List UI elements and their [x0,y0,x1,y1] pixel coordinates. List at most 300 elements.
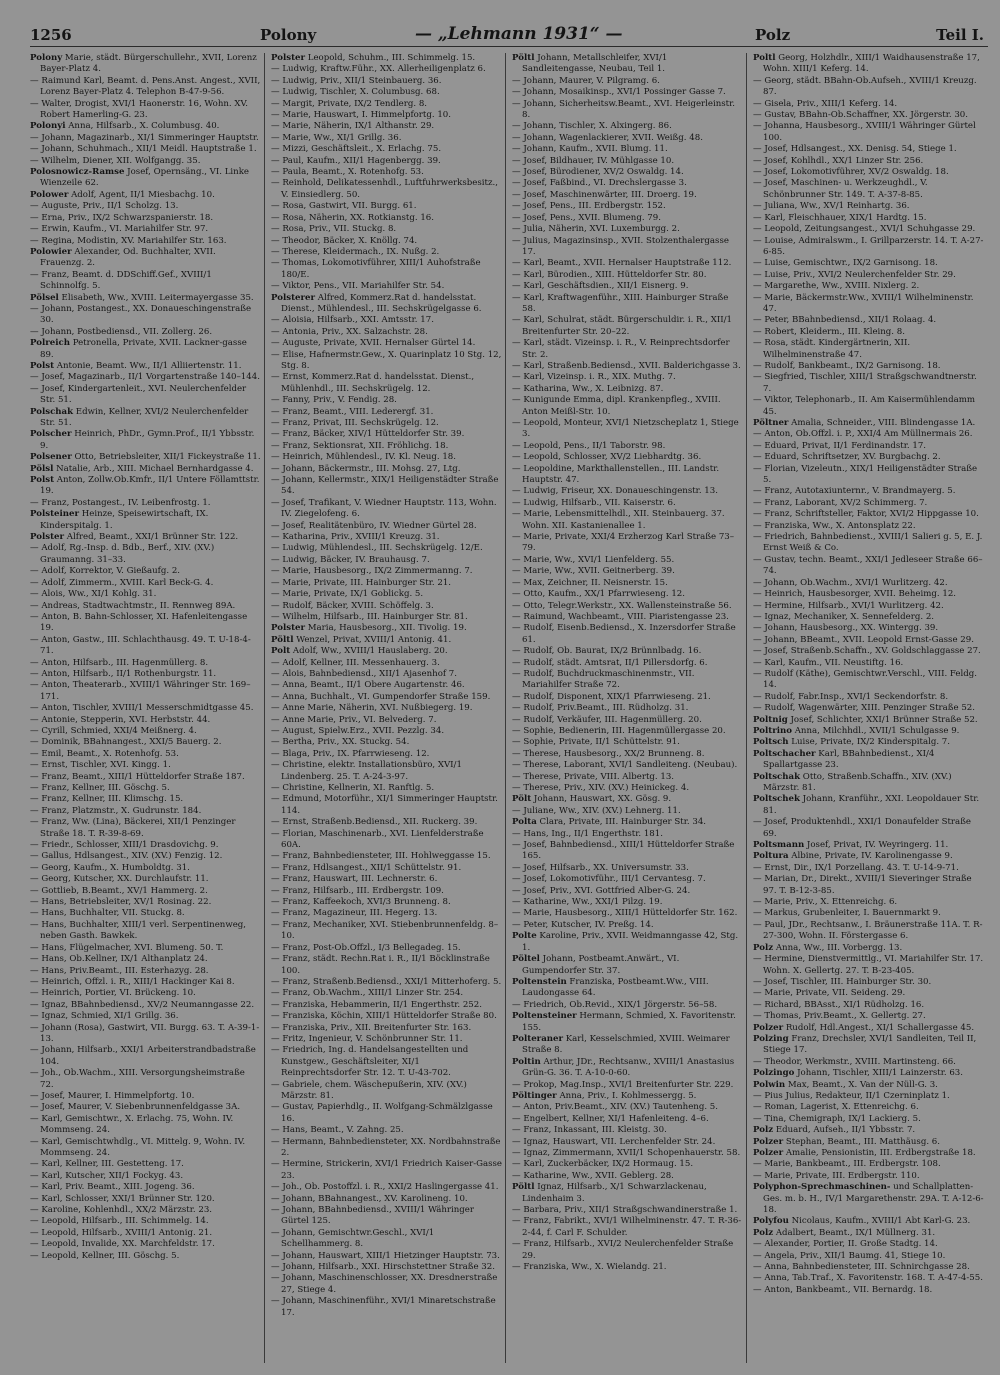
directory-entry: — Karoline, Kohlenhdl., XX/2 Märzstr. 23. [30,1205,213,1216]
directory-columns [30,53,988,1363]
directory-entry: Polte Karoline, Priv., XVII. Weidmanngasse 42, Stg. 1. [512,931,739,953]
directory-entry: — Franziska, Priv., XII. Breitenfurter Str. 163. [271,1022,472,1033]
directory-entry: — Josef, Hdlsangest., XX. Denisg. 54, Stiege 1. [753,144,957,155]
directory-entry: — Franz, Kellner, III. Klimschg. 15. [30,794,184,805]
directory-entry: — Johann, Maschinenführ., XVI/1 Minaretschstraße 17. [271,1296,496,1318]
directory-entry: Poltschek Johann, Kranführ., XXI. Leopoldauer Str. 81. [753,794,980,816]
directory-entry: Poltrino Anna, Milchhdl., XVII/1 Schulgasse 9. [753,725,960,736]
directory-entry: Pölsl Natalie, Arb., XIII. Michael Bernhardgasse 4. [30,463,254,474]
directory-entry: Polst Anton, Zollw.Ob.Kmfr., II/1 Untere Föllamttstr. 19. [30,475,260,497]
directory-entry: — Johann, BBahnbediensd., XVIII/1 Währinger Gürtel 125. [271,1205,474,1227]
directory-entry: — Luise, Priv., XVI/2 Neulerchenfelder Str. 29. [753,269,956,280]
directory-entry: — Josef, Straßenb.Schaffn., XV. Goldschlaggasse 27. [753,646,981,657]
directory-entry: — Johann, Gemischtwr.Geschl., XVI/1 Schellhammerg. 8. [271,1227,435,1250]
directory-entry: — Franz, Beamt. d. DDSchiff.Gef., XVIII/1 Schinnolfg. 5. [30,269,212,292]
directory-entry: — Rudolf, Buchdruckmaschinenmstr., VII. Mariahilfer Straße 72. [512,668,695,691]
directory-entry: — Josef, Pens., XVII. Blumeng. 79. [512,212,661,223]
directory-entry: — Hans, Buchhalter, XIII/1 verl. Serpentinenweg, neben Gasth. Bawkek. [30,919,247,942]
directory-entry: — Gisela, Priv., XIII/1 Keferg. 14. [753,98,898,109]
directory-entry: — Florian, Maschinenarb., XVI. Lienfelderstraße 60A. [271,828,484,851]
directory-entry: — Franziska, Ww., X. Antonsplatz 22. [753,520,916,531]
directory-entry: — Auguste, Priv., II/1 Scholzg. 13. [30,201,179,212]
directory-entry: — Markus, Grubenleiter, I. Bauernmarkt 9. [753,908,941,919]
directory-entry: — Leopold, Schlosser, XV/2 Liebhardtg. 36. [512,452,702,463]
directory-entry: — Ignaz, Zimmermann, XVII/1 Schopenhauerstr. 58. [512,1148,741,1158]
directory-entry: — Marie, Hausbesorg., XIII/1 Hütteldorfer Str. 162. [512,908,738,919]
directory-entry: — Ernst, Tischler, XVI. Kingg. 1. [30,760,171,771]
directory-entry: — Johann, Maschinenschlosser, XX. Dresdnerstraße 27, Stiege 4. [271,1273,498,1295]
directory-entry: — Adolf, Korrektor, V. Gießaufg. 2. [30,566,181,577]
directory-entry: — Florian, Vizeleutn., XIX/1 Heiligenstädter Straße 5. [753,463,978,486]
directory-entry: Polower Adolf, Agent, II/1 Miesbachg. 10. [30,189,215,200]
directory-entry: — Ludwig, Friseur, XX. Donaueschingenstr. 13. [512,486,718,497]
directory-entry: — Ernst, Straßenb.Bediensd., XII. Ruckerg. 39. [271,817,478,828]
directory-entry: — Wilhelm, Diener, XII. Wolfgangg. 35. [30,155,201,166]
directory-entry: — Franziska, Köchin, XIII/1 Hütteldorfer Straße 80. [271,1011,497,1022]
directory-entry: Polz Adalbert, Beamt., IX/1 Müllnerg. 31. [753,1227,936,1238]
directory-entry: — Hans, Ob.Kellner, IX/1 Althanplatz 24. [30,954,208,965]
directory-entry: — Franz, Laborant, XV/2 Schimmerg. 7. [753,497,928,508]
directory-entry: — Franz, Mechaniker, XVI. Stiebenbrunnenfeldg. 8–10. [271,919,499,942]
directory-entry: — Katharina, Ww., X. Leibnizg. 87. [512,383,664,394]
directory-entry: — Walter, Drogist, XVI/1 Haonerstr. 16, Wohn. XV. Robert Hamerling-G. 23. [30,98,248,121]
directory-entry: — Franz, Straßenb.Bediensd., XXI/1 Mitterhoferg. 5. [271,976,502,987]
directory-entry: — Gustav, techn. Beamt., XXI/1 Jedleseer Straße 66–74. [753,554,983,577]
directory-entry: — Friedrich, Ob.Revid., XIX/1 Jörgerstr. 56–58. [512,999,718,1010]
directory-entry: — Johann, Postbediensd., VII. Zollerg. 26. [30,326,213,337]
column-1 [30,53,265,1363]
directory-entry: — Karl, Gemischtwr., X. Erlachg. 75, Wohn. IV. Mommseng. 24. [30,1113,234,1136]
directory-entry: — Josef, Kindergartenleit., XVI. Neulerchenfelder Str. 51. [30,383,247,406]
directory-entry: — Gottlieb, B.Beamt., XV/1 Hammerg. 2. [30,885,208,896]
directory-entry: Polschak Edwin, Kellner, XVI/2 Neulerchenfelder Str. 51. [30,406,249,428]
header-title: — „Lehmann 1931“ — [415,24,623,44]
directory-entry: Polz Anna, Ww., III. Vorbergg. 13. [753,942,903,953]
directory-entry: — Gabriele, chem. Wäschepußerin, XIV. (XV.) Märzstr. 81. [271,1079,467,1101]
directory-entry: — Raimund, Wachbeamt., VIII. Piaristengasse 23. [512,611,729,622]
directory-entry: — Johann, Hilfsarb., XXI/1 Arbeiterstrandbadstraße 104. [30,1045,256,1067]
directory-entry: — Blaga, Priv., IX. Pfarrwieseng. 12. [271,748,430,759]
directory-entry: — Johann, BBeamt., XVII. Leopold Ernst-Gasse 29. [753,634,974,645]
directory-entry: Poltsch Luise, Private, IX/2 Kinderspitalg. 7. [753,737,950,748]
directory-entry: Polta Clara, Private, III. Hainburger Str. 34. [512,817,707,828]
directory-entry: Poltnig Josef, Schlichter, XXI/1 Brünner Straße 52. [753,714,978,725]
directory-entry: — Anton, Bankbeamt., VII. Bernardg. 18. [753,1284,933,1295]
directory-entry: — Adolf, Zimmerm., XVIII. Karl Beck-G. 4. [30,577,214,588]
directory-entry: — Karl, Geschäftsdien., XII/1 Eisnerg. 9. [512,281,689,292]
directory-entry: — Wilhelm, Hilfsarb., III. Hainburger Str. 81. [271,611,468,622]
directory-entry: — Tina, Chemigraph, IX/1 Lackierg. 5. [753,1113,921,1124]
directory-entry: — Viktor, Pens., VII. Mariahilfer Str. 54. [271,281,445,292]
directory-entry: Polony Marie, städt. Bürgerschullehr., XVII, Lorenz Bayer-Platz 4. [30,53,257,75]
directory-entry: — Hermann, Bahnbediensteter, XX. Nordbahnstraße 2. [271,1136,501,1158]
directory-entry: — Edmund, Motorführ., XI/1 Simmeringer Hauptstr. 114. [271,794,498,816]
directory-entry: — Viktor, Telephonarb., II. Am Kaisermühlendamm 45. [753,395,975,417]
directory-entry: — Ernst, Kommerz.Rat d. handelsstat. Dienst., Mühlenhdl., III. Sechskrügelg. 12. [271,372,475,394]
directory-entry: — Therese, Kleidermach., IX. Nußg. 2. [271,246,440,257]
directory-entry: — Theodor, Werkmstr., XVIII. Martinsteng. 66. [753,1056,956,1067]
directory-entry: — Johann, Hilfsarb., XXI. Hirschstettner Straße 32. [271,1262,495,1273]
column-4 [753,53,988,1363]
directory-entry: — Rudolf, Bankbeamt., IX/2 Garnisong. 18. [753,360,941,371]
directory-entry: Polscher Heinrich, PhDr., Gymn.Prof., II/1 Ybbsstr. 9. [30,429,255,451]
directory-entry: Poltschacher Karl, BBahnbedienst., XI/4 Spallartgasse 23. [753,748,935,771]
directory-entry: — Josef, Bildhauer, IV. Mühlgasse 10. [512,155,675,166]
directory-entry: — Julia, Näherin, XVI. Luxemburgg. 2. [512,224,680,235]
directory-entry: — August, Spielw.Erz., XVII. Pezzlg. 34. [271,725,445,736]
directory-entry: Poltura Albine, Private, IV. Karolinengasse 9. [753,851,953,862]
directory-entry: — Johann, Maurer, V. Pilgramg. 6. [512,75,660,86]
directory-entry: — Franz, Fabrikt., XVI/1 Wilhelminenstr. 47. T. R-36-2-44, f. Carl F. Schulder. [512,1216,742,1238]
directory-entry: Poltschak Otto, Straßenb.Schaffn., XIV. (XV.) Märzstr. 81. [753,771,952,793]
directory-entry: — Anne Marie, Näherin, XVI. Nußbiegerg. 19. [271,703,473,714]
directory-entry: — Marie, Priv., X. Ettenreichg. 6. [753,897,898,908]
directory-entry: — Georg, Kutscher, XX. Durchlaufstr. 11. [30,874,209,885]
directory-entry: — Franz, städt. Rechn.Rat i. R., II/1 Böcklinstraße 100. [271,954,490,976]
directory-entry: Pöltl Johann, Metallschleifer, XVI/1 Sandleitengasse, Neubau, Teil 1. [512,53,668,75]
directory-entry: — Johann, Bäckermstr., III. Mohsg. 27, Ltg. [271,463,461,474]
directory-entry: — Karl, Schlosser, XXI/1 Brünner Str. 120. [30,1193,215,1204]
directory-entry: — Prokop, Mag.Insp., XVI/1 Breitenfurter Str. 229. [512,1079,734,1090]
directory-entry: Polzer Stephan, Beamt., III. Matthäusg. 6. [753,1136,940,1147]
directory-entry: — Franz, Hauswart, III. Lechnerstr. 6. [271,874,438,885]
directory-entry: Polreich Petronella, Private, XVII. Lackner-gasse 89. [30,338,247,360]
header-first-name: Polony [260,26,317,44]
directory-entry: Polowier Alexander, Od. Buchhalter, XVII. Frauenzg. 2. [30,246,216,269]
directory-entry: Pöltl Ignaz, Hilfsarb., X/1 Schwarzlackenau, Lindenhaim 3. [512,1182,707,1204]
directory-entry: Pölt Johann, Hauswart, XX. Gösg. 9. [512,794,672,805]
directory-entry: — Ludwig, Tischler, X. Columbusg. 68. [271,87,440,98]
directory-entry: Polster Alfred, Beamt., XXI/1 Brünner Str. 122. [30,532,239,543]
directory-entry: Polsterer Alfred, Kommerz.Rat d. handelsstat. Dienst., Mühlendesl., III. Sechskrügelgasse 6. [271,292,482,314]
directory-entry: Pöltl Wenzel, Privat, XVIII/1 Antonig. 41. [271,634,452,645]
directory-entry: — Luise, Gemischtwr., IX/2 Garnisong. 18. [753,258,938,269]
directory-entry: — Rosa, städt. Kindergärtnerin, XII. Wilhelminenstraße 47. [753,338,911,360]
directory-entry: — Anton, Tischler, XVIII/1 Messerschmidtgasse 45. [30,703,254,714]
directory-entry: — Hans, Priv.Beamt., III. Esterhazyg. 28. [30,965,209,976]
directory-entry: — Ignaz, Schmied, XI/1 Grillg. 36. [30,1011,179,1022]
directory-entry: — Johann, Ob.Wachm., XVI/1 Wurlitzerg. 42. [753,577,948,588]
directory-entry: — Raimund Karl, Beamt. d. Pens.Anst. Angest., XVII, Lorenz Bayer-Platz 4. Telephon B-47-9-56. [30,75,261,98]
directory-entry: — Karl, städt. Vizeinsp. i. R., V. Reinprechtsdorfer Str. 2. [512,338,730,360]
directory-entry: — Antonie, Stepperin, XVI. Herbststr. 44. [30,714,211,725]
directory-entry: — Karl, Kaufm., VII. Neustiftg. 16. [753,657,904,668]
directory-entry: — Anna, Bahnbediensteter, III. Schnirchgasse 28. [753,1262,970,1273]
directory-entry: — Leopold, Invalide, XX. Marchfeldstr. 17. [30,1239,215,1250]
directory-entry: Polt Adolf, Ww., XVIII/1 Hauslaberg. 20. [271,646,448,657]
directory-entry: — Ludwig, Hilfsarb., VII. Kaiserstr. 6. [512,497,676,508]
directory-entry: — Josef, Faßbind., VI. Drechslergasse 3. [512,178,687,189]
directory-entry: — Ernst, Dir., IX/1 Porzellang. 43. T. U-14-9-71. [753,862,959,873]
directory-entry: — Franz, Schriftsteller, Faktor, XVI/2 Hippgasse 10. [753,509,979,520]
directory-entry: — Josef, Realitätenbüro, IV. Wiedner Gürtel 28. [271,520,477,531]
directory-entry: — Karl, Priv. Beamt., XIII. Jogeng. 36. [30,1182,195,1193]
directory-entry: — Ludwig, Mühlendesl., III. Sechskrügelg. 12/E. [271,543,483,554]
directory-entry: Poltensteiner Hermann, Schmied, X. Favoritenstr. 155. [512,1011,736,1033]
directory-entry: — Josef, Produktenhdl., XXI/1 Donaufelder Straße 69. [753,817,971,839]
directory-entry: — Heinrich, Portier, VI. Brückeng. 10. [30,988,196,999]
directory-entry: — Cyrill, Schmied, XXI/4 Meißnerg. 4. [30,725,197,736]
directory-entry: — Emil, Beamt., X. Rotenhofg. 53. [30,748,179,759]
directory-entry: — Dominik, BBahnangest., XXI/5 Bauerg. 2. [30,737,222,748]
directory-entry: — Johann, Mosaikinsp., XVI/1 Possinger Gasse 7. [512,87,726,98]
page-number: 1256 [30,26,72,44]
directory-entry: — Pius Julius, Redakteur, II/1 Czerninplatz 1. [753,1090,950,1101]
directory-entry: — Heinrich, Mühlendesl., IV. Kl. Neug. 18. [271,452,456,463]
directory-entry: — Ignaz, Hauswart, VII. Lerchenfelder Str. 24. [512,1136,716,1147]
directory-entry: — Johann, Kaufm., XVII. Blumg. 11. [512,144,668,155]
directory-entry: — Rudolf, Verkäufer, III. Hagenmüllerg. 20. [512,714,702,725]
directory-entry: — Barbara, Priv., XII/1 Straßgschwandinerstraße 1. [512,1205,738,1216]
directory-entry: Polzer Amalie, Pensionistin, III. Erdbergstraße 18. [753,1148,976,1158]
directory-entry: — Hans, Flügelmacher, XVI. Blumeng. 50. T. [30,942,224,953]
directory-entry: Pöltinger Anna, Priv., I. Kohlmessergg. 5. [512,1090,697,1101]
directory-entry: — Hans, Beamt., V. Zahng. 25. [271,1125,404,1136]
directory-entry: — Anton, Hilfsarb., II/1 Rothenburgstr. 11. [30,668,217,679]
directory-entry: — Margarethe, Ww., XVIII. Nixlerg. 2. [753,281,920,292]
column-3 [512,53,747,1363]
directory-entry: — Bertha, Priv., XX. Stuckg. 54. [271,737,410,748]
directory-entry: — Josef, Maurer, I. Himmelpfortg. 10. [30,1090,195,1101]
directory-entry: Poltin Arthur, JDr., Rechtsanw., XVIII/1 Anastasius Grün-G. 36. T. A-10-0-60. [512,1056,735,1079]
directory-entry: — Franz, Autotaxiunternr., V. Brandmayerg. 5. [753,486,956,497]
directory-entry: — Franz, Platzmstr., X. Gudrunstr. 184. [30,805,202,816]
directory-entry: — Johann, Kellermstr., XIX/1 Heiligenstädter Straße 54. [271,475,499,497]
directory-entry: — Hans, Buchhalter, VII. Stuckg. 8. [30,908,185,919]
directory-entry: — Marie, Hausbesorg., IX/2 Zimmermanng. 7. [271,566,473,577]
directory-entry: — Kunigunde Emma, dipl. Krankenpfleg., XVIII. Anton Meißl-Str. 10. [512,395,721,417]
directory-entry: — Sophie, Private, II/1 Schüttelstr. 91. [512,737,680,748]
directory-entry: — Elise, Hafnermstr.Gew., X. Quarinplatz 10 Stg. 12, Stg. 8. [271,349,502,371]
directory-entry: — Rosa, Näherin, XX. Rotkianstg. 16. [271,212,434,223]
directory-entry: Poltl Georg, Holzhdlr., XIII/1 Waidhausenstraße 17, Wohn. XIII/1 Keferg. 14. [753,53,980,75]
header-part: Teil I. [936,26,984,44]
page-header [30,24,988,47]
directory-entry: — Marie, Näherin, IX/1 Althanstr. 29. [271,121,435,132]
directory-entry: — Johann, Sicherheitsw.Beamt., XVI. Heigerleinstr. 8. [512,98,736,121]
directory-entry: — Franz, Hilfsarb., XVI/2 Neulerchenfelder Straße 29. [512,1239,734,1261]
directory-entry: — Franziska, Hebammerin, II/1 Engerthstr. 252. [271,999,482,1010]
directory-entry: — Leopold, Zeitungsangest., XVI/1 Schuhgasse 29. [753,224,976,235]
directory-entry: — Josef, Bahnbediensd., XIII/1 Hütteldorfer Straße 165. [512,840,735,862]
directory-entry: — Georg, städt. BBahn-Ob.Aufseh., XVIII/1 Kreuzg. 87. [753,75,977,98]
directory-entry: — Rudolf, Eisenb.Bediensd., X. Inzersdorfer Straße 61. [512,623,736,645]
directory-entry: — Heinrich, Offzl. i. R., XIII/1 Hackinger Kai 8. [30,976,235,987]
directory-entry: — Marie, Lebensmittelhdl., XII. Steinbauerg. 37. Wohn. XII. Kastanienallee 1. [512,509,725,531]
directory-entry: — Rudolf, städt. Amtsrat, II/1 Pillersdorfg. 6. [512,657,708,668]
directory-entry: — Christine, Kellnerin, XI. Ranftlg. 5. [271,783,435,793]
directory-entry: — Joh., Ob. Postoffzl. i. R., XXI/2 Haslingergasse 41. [271,1182,499,1193]
directory-entry: — Rudolf, Priv.Beamt., III. Rüdholzg. 31. [512,703,689,714]
directory-entry: — Karl, Straßenb.Bediensd., XVII. Balderichgasse 3. [512,360,741,371]
directory-entry: — Adolf, Rg.-Insp. d. Bdb., Berf., XIV. (XV.) Graumanng. 31–33. [30,543,215,565]
directory-entry: — Anton, Priv.Beamt., XIV. (XV.) Tautenheng. 5. [512,1102,719,1113]
directory-entry: — Fanny, Priv., V. Fendig. 28. [271,395,397,406]
directory-entry: — Alois, Ww., XI/1 Kohlg. 31. [30,589,157,600]
directory-entry: — Josef, Lokomotivführ., III/1 Cervantesg. 7. [512,874,706,885]
directory-entry: — Louise, Admiralswm., I. Grillparzerstr. 14. T. A-27-6-85. [753,235,984,257]
directory-entry: — Leopoldine, Markthallenstellen., III. Landstr. Hauptstr. 47. [512,463,720,486]
directory-entry: — Johann, Postangest., XX. Donaueschingenstraße 30. [30,303,252,326]
directory-entry: — Franz, Beamt., XIII/1 Hütteldorfer Straße 187. [30,771,245,782]
directory-entry: — Joh., Ob.Wachm., XIII. Versorgungsheimstraße 72. [30,1068,245,1090]
directory-entry: — Heinrich, Hausbesorger, XVII. Beheimg. 12. [753,589,957,600]
directory-entry: — Alois, Bahnbediensd., XII/1 Ajasenhof 7. [271,668,457,679]
directory-entry: — Rudolf, Bäcker, XVIII. Schöffelg. 3. [271,600,434,611]
directory-entry: — Marie, Ww., XVI/1 Lienfelderg. 55. [512,554,675,565]
directory-entry: — Marie, Ww., XVII. Geitnerberg. 39. [512,566,675,577]
directory-entry: Polteraner Karl, Kesselschmied, XVIII. Weimarer Straße 8. [512,1033,730,1056]
directory-entry: — Josef, Bürodiener, XV/2 Oswaldg. 14. [512,167,684,178]
directory-entry: — Franz, Bahnbediensteter, III. Hohlweggasse 15. [271,851,491,862]
directory-entry: — Rudolf (Käthe), Gemischtwr.Verschl., VIII. Feldg. 14. [753,668,977,691]
directory-entry: — Marie, Private, VII. Seideng. 29. [753,988,906,999]
directory-entry: — Josef, Tischler, III. Hainburger Str. 30. [753,976,932,987]
directory-entry: — Ignaz, BBahnbediensd., XV/2 Neumanngasse 22. [30,999,255,1010]
directory-entry: Polzer Rudolf, Hdl.Angest., XI/1 Schallergasse 45. [753,1022,975,1033]
directory-entry: Polosnowicz-Ramse Josef, Opernsäng., VI. Linke Wienzeile 62. [30,167,250,189]
directory-entry: — Marie, Private, XXI/4 Erzherzog Karl Straße 73–79. [512,532,735,554]
directory-entry: — Mizzi, Geschäftsleit., X. Erlachg. 75. [271,144,442,155]
header-last-name: Polz [755,26,791,44]
directory-entry: — Regina, Modistin, XV. Mariahilfer Str. 163. [30,235,227,246]
directory-entry: — Josef, Priv., XVI. Gottfried Alber-G. 24. [512,885,691,896]
directory-entry: — Marie, Private, IX/1 Goblickg. 5. [271,589,424,600]
directory-entry: — Anna, Tab.Traf., X. Favoritenstr. 168. T. A-47-4-55. [753,1273,983,1284]
directory-entry: — Leopold, Hilfsarb., XVIII/1 Antonig. 21. [30,1227,213,1238]
directory-entry: — Christine, elektr. Installationsbüro, XVI/1 Lindenberg. 25. T. A-24-3-97. [271,760,462,782]
directory-entry: — Franz, Inkassant, III. Kleistg. 30. [512,1125,667,1136]
directory-entry: — Engelbert, Kellner, XI/1 Hafenleiteng. 4–6. [512,1113,709,1124]
directory-entry: — Josef, Lokomotivführer, XV/2 Oswaldg. 18. [753,167,949,178]
directory-entry: — Anton, B. Bahn-Schlosser, XI. Hafenleitengasse 19. [30,611,248,634]
directory-entry: — Paula, Beamt., X. Rotenhofg. 53. [271,167,424,178]
directory-entry: — Katharine, Ww., XVII. Geblerg. 28. [512,1170,674,1181]
directory-entry: — Johann, Wagenlackierer, XVII. Weißg. 48. [512,132,703,143]
directory-entry: — Marian, Dr., Direkt., XVIII/1 Sieveringer Straße 97. T. B-12-3-85. [753,874,972,896]
directory-entry: — Max, Zeichner, II. Neisnerstr. 15. [512,577,668,588]
directory-entry: Pöltel Johann, Postbeamt.Anwärt., VI. Gumpendorfer Str. 37. [512,954,680,976]
directory-entry: — Aloisia, Hilfsarb., XXI. Amtsstr. 17. [271,315,434,326]
directory-entry: Polyphon-Sprechmaschinen- und Schallplatten-Ges. m. b. H., IV/1 Margarethenstr. 29A. T. A-12-6-18. [753,1182,984,1216]
directory-entry: — Erna, Priv., IX/2 Schwarzspanierstr. 18. [30,212,214,223]
directory-entry: — Otto, Telegr.Werkstr., XX. Wallensteinstraße 56. [512,600,732,611]
directory-entry: — Peter, Kutscher, IV. Preßg. 14. [512,919,654,930]
directory-entry: — Anton, Ob.Offzl. i. P., XXI/4 Am Müllnermais 26. [753,429,973,440]
directory-entry: — Johann, Tischler, X. Alxingerg. 86. [512,121,672,132]
directory-entry: — Leopold, Hilfsarb., III. Schimmelg. 14. [30,1216,209,1227]
directory-entry: — Hermine, Strickerin, XVI/1 Friedrich Kaiser-Gasse 23. [271,1159,503,1181]
directory-entry: — Ludwig, Kraftw.Führ., XX. Allerheiligenplatz 6. [271,64,486,75]
directory-entry: — Eduard, Schriftsetzer, XV. Burgbachg. 2. [753,452,941,463]
directory-entry: — Rosa, Priv., VII. Stuckg. 8. [271,224,397,235]
directory-entry: — Margit, Private, IX/2 Tendlerg. 8. [271,98,428,109]
directory-entry: — Franz, Post-Ob.Offzl., I/3 Bellegadeg. 15. [271,942,461,953]
directory-entry: — Thomas, Lokomotivführer, XIII/1 Auhofstraße 180/E. [271,258,481,280]
directory-entry: — Rudolf, Ob. Baurat, IX/2 Brünnlbadg. 16. [512,646,702,657]
directory-entry: — Therese, Hausbesorg., XX/2 Brunneng. 8. [512,748,705,759]
directory-entry: — Alexander, Portier, II. Große Stadtg. 14. [753,1239,938,1250]
directory-entry: — Georg, Kaufm., X. Humboldtg. 31. [30,862,190,873]
directory-entry: — Anna, Beamt., II/1 Obere Augartenstr. 46. [271,680,465,691]
directory-entry: — Sophie, Bedienerin, III. Hagenmüllergasse 20. [512,725,726,736]
directory-entry: — Otto, Kaufm., XX/1 Pfarrwieseng. 12. [512,589,686,600]
directory-entry: — Franz, Ww. (Lina), Bäckerei, XII/1 Penzinger Straße 18. T. R-39-8-69. [30,817,236,839]
directory-entry: — Johanna, Hausbesorg., XVIII/1 Währinger Gürtel 100. [753,121,976,143]
directory-entry: — Katharina, Priv., XVIII/1 Kreuzg. 31. [271,532,440,543]
directory-entry: — Gustav, Papierhdlg., II. Wolfgang-Schmälzlgasse 16. [271,1102,493,1124]
directory-entry: — Franz, Beamt., VIII. Lederergf. 31. [271,406,434,417]
directory-entry: — Gallus, Hdlsangest., XIV. (XV.) Fenzig. 12. [30,851,223,862]
directory-entry: — Johann, Schuhmach., XII/1 Meidl. Hauptstraße 1. [30,144,257,155]
directory-entry: Polsener Otto, Betriebsleiter, XII/1 Fickeystraße 11. [30,452,261,463]
directory-entry: Polz Eduard, Aufseh., II/1 Ybbsstr. 7. [753,1125,916,1136]
directory-entry: — Anton, Theaterarb., XVIII/1 Währinger Str. 169–171. [30,680,251,702]
directory-entry: — Marie, Bankbeamt., III. Erdbergstr. 108. [753,1159,941,1170]
directory-entry: — Marie, Private, III. Erdbergstr. 110. [753,1170,920,1181]
directory-entry: Polonyi Anna, Hilfsarb., X. Columbusg. 40. [30,121,220,132]
directory-entry: — Therese, Priv., XIV. (XV.) Heinickeg. 4. [512,783,690,793]
directory-entry: — Therese, Laborant, XVI/1 Sandleiteng. (Neubau). [512,760,738,771]
directory-entry: — Johann, Hauswart, XIII/1 Hietzinger Hauptstr. 73. [271,1250,500,1261]
column-2 [271,53,506,1363]
directory-entry: — Reinhold, Delikatessenhdl., Luftfuhrwerksbesitz., V. Einsiedlerg. 50. [271,178,498,200]
directory-entry: — Therese, Private, VIII. Albertg. 13. [512,771,675,782]
directory-entry: — Anton, Hilfsarb., III. Hagenmüllerg. 8. [30,657,209,668]
directory-entry: — Josef, Maschinen- u. Werkzeughdl., V. Schönbrunner Str. 149. T. A-37-8-85. [753,178,928,200]
directory-entry: — Julius, Magazinsinsp., XVII. Stolzenthalergasse 17. [512,235,729,257]
directory-entry: Polsteiner Heinze, Speisewirtschaft, IX. Kinderspitalg. 1. [30,509,209,531]
directory-entry: — Eduard, Privat, II/1 Ferdinandstr. 17. [753,440,927,451]
directory-entry: — Ludwig, Priv., XII/1 Steinbauerg. 36. [271,75,442,86]
directory-entry: — Ignaz, Mechaniker, X. Sennefelderg. 2. [753,611,935,622]
directory-entry: — Roman, Lagerist, X. Ettenreichg. 6. [753,1102,919,1113]
directory-entry: — Rudolf, Fabr.Insp., XVI/1 Seckendorfstr. 8. [753,691,949,702]
directory-entry: — Josef, Trafikant, V. Wiedner Hauptstr. 113, Wohn. IV. Ziegelofeng. 6. [271,497,497,520]
directory-entry: — Karl, Kutscher, XII/1 Fockyg. 43. [30,1170,184,1181]
directory-entry: — Juliana, Ww., XV/1 Reinhartg. 36. [753,201,910,212]
directory-entry: — Juliane, Ww., XIV. (XV.) Lehnerg. 11. [512,805,681,816]
directory-entry: — Marie, Bäckermstr.Ww., XVIII/1 Wilhelminenstr. 47. [753,292,974,314]
directory-entry: Pöltner Amalia, Schneider., VIII. Blindengasse 1A. [753,418,976,428]
directory-entry: — Auguste, Private, XVII. Hernalser Gürtel 14. [271,338,476,349]
directory-entry: — Johann, Magazinarb., XI/1 Simmeringer Hauptstr. [30,132,259,143]
directory-entry: — Rosa, Gastwirt, VII. Burgg. 61. [271,201,417,212]
directory-entry: — Richard, BBAsst., XI/1 Rüdholzg. 16. [753,999,925,1010]
directory-entry: — Antonia, Priv., XX. Salzachstr. 28. [271,326,428,337]
directory-entry: — Karl, Zuckerbäcker, IX/2 Hormaug. 15. [512,1159,694,1170]
directory-entry: — Rudolf, Disponent, XIX/1 Pfarrwieseng. 21. [512,691,711,702]
directory-entry: — Franz, Privat, III. Sechskrügelg. 12. [271,418,439,428]
directory-entry: — Johann, Hausbesorg., XX. Wintergg. 39. [753,623,939,634]
directory-entry: — Theodor, Bäcker, X. Knöllg. 74. [271,235,418,246]
directory-entry: Pölsel Elisabeth, Ww., XVIII. Leitermayergasse 35. [30,292,254,303]
directory-entry: — Karl, Vizeinsp. i. R., XIX. Muthg. 7. [512,372,676,383]
directory-entry: — Leopold, Monteur, XVI/1 Nietzscheplatz 1, Stiege 3. [512,418,739,440]
directory-entry: — Johann (Rosa), Gastwirt, VII. Burgg. 63. T. A-39-1-13. [30,1022,260,1044]
directory-entry: Polyfou Nicolaus, Kaufm., XVIII/1 Abt Karl-G. 23. [753,1216,971,1227]
directory-entry: — Franz, Postangest., IV. Leibenfrostg. 1. [30,497,211,508]
directory-entry: — Franz, Magazineur, III. Hegerg. 13. [271,908,438,919]
directory-entry: — Anton, Gastw., III. Schlachthausg. 49. T. U-18-4-71. [30,634,251,657]
directory-entry: — Ludwig, Bäcker, IV. Brauhausg. 7. [271,554,430,565]
directory-entry: — Josef, Magazinarb., II/1 Vorgartenstraße 140–144. [30,372,260,383]
directory-entry: — Rudolf, Wagenwärter, XIII. Penzinger Straße 52. [753,703,975,714]
directory-entry: — Josef, Kohlhdl., XX/1 Linzer Str. 256. [753,155,924,166]
directory-entry: — Siegfried, Tischler, XIII/1 Straßgschwandtnerstr. 7. [753,372,977,394]
directory-entry: — Hermine, Hilfsarb., XVI/1 Wurlitzerg. 42. [753,600,944,611]
directory-entry: — Marie, Ww., XI/1 Grillg. 36. [271,132,402,143]
